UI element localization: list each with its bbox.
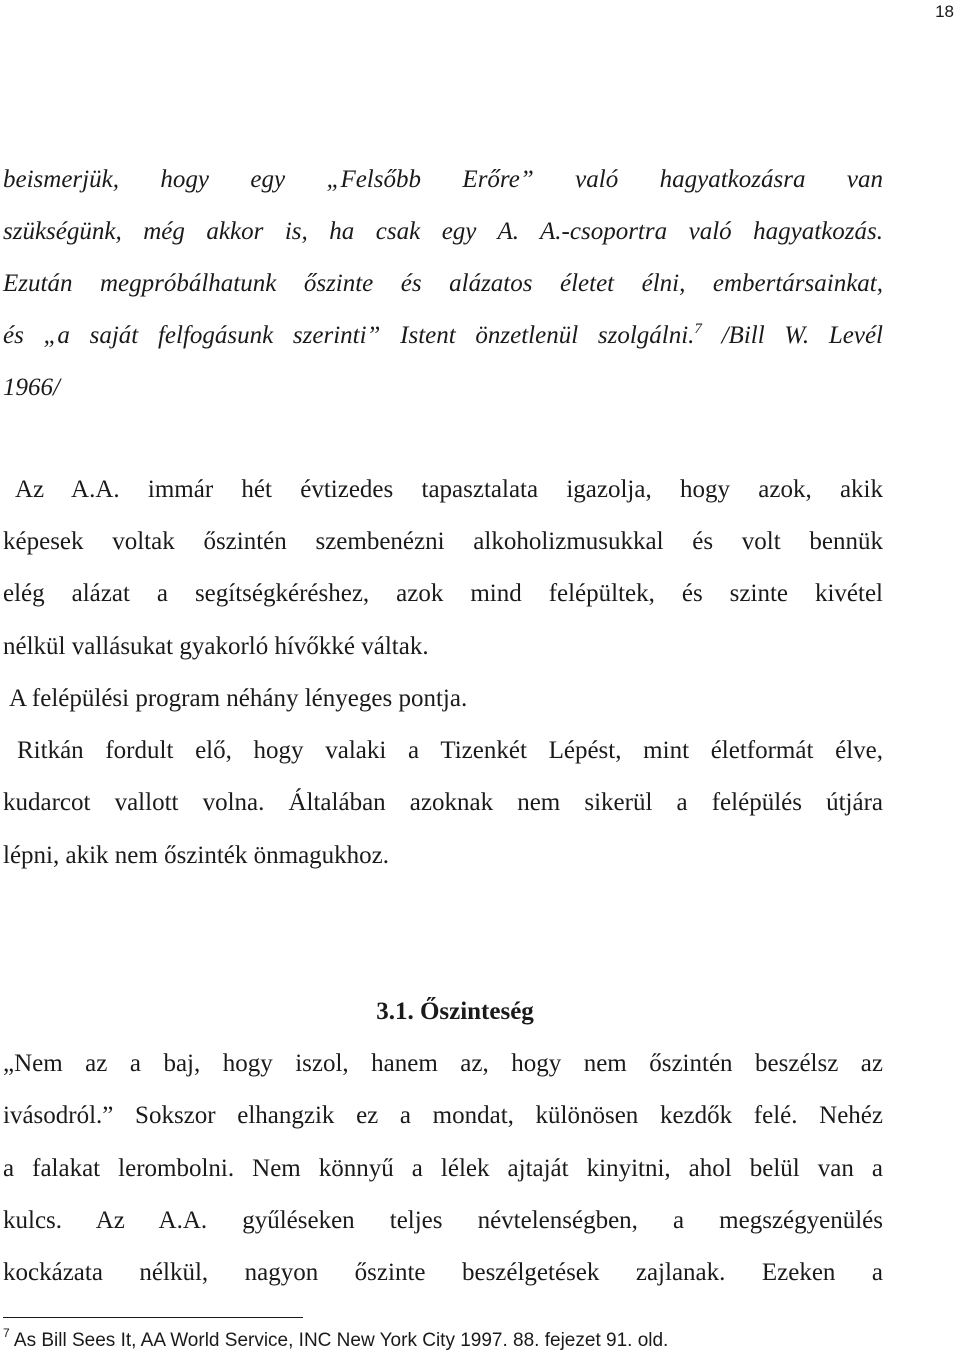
paragraph-line: Az A.A. immár hét évtizedes tapasztalata igazolja, hogy azok, akik [15, 476, 883, 503]
quote-line: Ezután megpróbálhatunk őszinte és alázatos életet élni, embertársainkat, [3, 270, 883, 297]
paragraph-line: kulcs. Az A.A. gyűléseken teljes névtelenségben, a megszégyenülés [3, 1207, 883, 1234]
paragraph-line: „Nem az a baj, hogy iszol, hanem az, hogy nem őszintén beszélsz az [3, 1050, 883, 1077]
footnote-marker: 7 [3, 1326, 10, 1340]
section-number: 3.1. [376, 998, 414, 1025]
paragraph-line: lépni, akik nem őszinték önmagukhoz. [3, 842, 390, 869]
quote-text: és „a saját felfogásunk szerinti” Istent önzetlenül szolgálni. [3, 322, 695, 349]
quote-line: beismerjük, hogy egy „Felsőbb Erőre” való hagyatkozásra van [3, 166, 883, 193]
footnote-divider [3, 1317, 303, 1318]
footnote-text: As Bill Sees It, AA World Service, INC New York City 1997. 88. fejezet 91. old. [13, 1330, 669, 1351]
footnote [3, 1326, 903, 1352]
paragraph-line: A felépülési program néhány lényeges pontja. [9, 685, 468, 712]
paragraph-line: ivásodról.” Sokszor elhangzik ez a mondat, különösen kezdők felé. Nehéz [3, 1102, 883, 1129]
paragraph-line: Ritkán fordult elő, hogy valaki a Tizenkét Lépést, mint életformát élve, [17, 737, 883, 764]
page-number: 18 [935, 2, 954, 21]
quote-line: szükségünk, még akkor is, ha csak egy A. A.-csoportra való hagyatkozás. [3, 218, 883, 245]
quote-source: /Bill W. Levél [721, 322, 883, 349]
paragraph-line: képesek voltak őszintén szembenézni alkoholizmusukkal és volt bennük [3, 528, 883, 555]
section-title: Őszinteség [419, 998, 534, 1025]
paragraph-line: kudarcot vallott volna. Általában azoknak nem sikerül a felépülés útjára [3, 789, 883, 816]
quote-line [3, 321, 883, 351]
footnote-reference: 7 [694, 321, 702, 337]
section-heading [0, 997, 910, 1027]
quote-line: 1966/ [3, 374, 60, 401]
paragraph-line: a falakat lerombolni. Nem könnyű a lélek ajtaját kinyitni, ahol belül van a [3, 1155, 883, 1182]
paragraph-line: elég alázat a segítségkéréshez, azok mind felépültek, és szinte kivétel [3, 580, 883, 607]
paragraph-line: kockázata nélkül, nagyon őszinte beszélgetések zajlanak. Ezeken a [3, 1259, 883, 1286]
paragraph-line: nélkül vallásukat gyakorló hívőkké váltak. [3, 633, 429, 660]
